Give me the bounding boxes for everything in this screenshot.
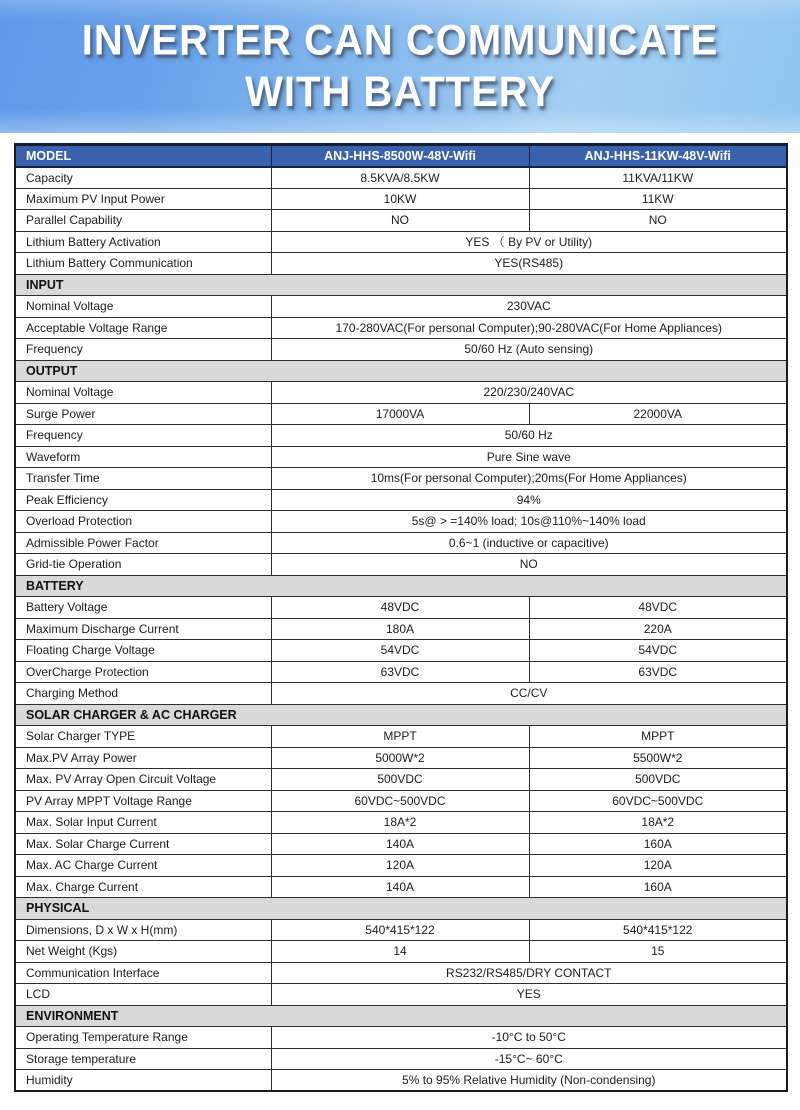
table-row [15, 339, 787, 361]
spec-label: Humidity [15, 1070, 271, 1092]
spec-value-col2: MPPT [529, 726, 787, 748]
table-row [15, 790, 787, 812]
hero-banner [0, 0, 800, 133]
table-row [15, 747, 787, 769]
section-row [15, 1005, 787, 1027]
spec-value-col2: 63VDC [529, 661, 787, 683]
spec-value-col1: 63VDC [271, 661, 529, 683]
table-row [15, 382, 787, 404]
model-header-row [15, 145, 787, 167]
spec-label: Floating Charge Voltage [15, 640, 271, 662]
spec-label: Capacity [15, 167, 271, 189]
spec-value-col2: 5500W*2 [529, 747, 787, 769]
spec-label: Lithium Battery Activation [15, 231, 271, 253]
section-row [15, 898, 787, 920]
spec-label: Peak Efficiency [15, 489, 271, 511]
table-row [15, 1070, 787, 1092]
spec-value-col2: 15 [529, 941, 787, 963]
spec-value-col2: 160A [529, 876, 787, 898]
section-row [15, 274, 787, 296]
spec-value-col2: 60VDC~500VDC [529, 790, 787, 812]
section-label: ENVIRONMENT [15, 1005, 787, 1027]
spec-label: Grid-tie Operation [15, 554, 271, 576]
spec-value-col1: 500VDC [271, 769, 529, 791]
section-label: BATTERY [15, 575, 787, 597]
spec-label: Parallel Capability [15, 210, 271, 232]
spec-sheet [0, 133, 800, 1092]
section-row [15, 575, 787, 597]
table-row [15, 231, 787, 253]
spec-value-col1: 54VDC [271, 640, 529, 662]
section-label: INPUT [15, 274, 787, 296]
spec-value-span: 220/230/240VAC [271, 382, 787, 404]
spec-value-col2: 500VDC [529, 769, 787, 791]
spec-value-col1: 180A [271, 618, 529, 640]
table-row [15, 489, 787, 511]
table-row [15, 446, 787, 468]
table-row [15, 167, 787, 189]
spec-value-col2: 120A [529, 855, 787, 877]
table-row [15, 769, 787, 791]
table-row [15, 640, 787, 662]
spec-label: Lithium Battery Communication [15, 253, 271, 275]
table-row [15, 683, 787, 705]
table-row [15, 1027, 787, 1049]
spec-label: Charging Method [15, 683, 271, 705]
spec-label: Dimensions, D x W x H(mm) [15, 919, 271, 941]
table-row [15, 403, 787, 425]
table-row [15, 855, 787, 877]
spec-value-col1: 8.5KVA/8.5KW [271, 167, 529, 189]
spec-label: Nominal Voltage [15, 382, 271, 404]
table-row [15, 618, 787, 640]
spec-label: Net Weight (Kgs) [15, 941, 271, 963]
spec-label: LCD [15, 984, 271, 1006]
spec-value-col1: 5000W*2 [271, 747, 529, 769]
table-row [15, 253, 787, 275]
spec-value-span: NO [271, 554, 787, 576]
spec-label: Max. Solar Charge Current [15, 833, 271, 855]
spec-value-span: YES （ By PV or Utility) [271, 231, 787, 253]
spec-value-col2: NO [529, 210, 787, 232]
table-row [15, 425, 787, 447]
spec-table [14, 143, 788, 1092]
table-row [15, 532, 787, 554]
spec-value-span: 230VAC [271, 296, 787, 318]
spec-value-span: 94% [271, 489, 787, 511]
spec-label: Acceptable Voltage Range [15, 317, 271, 339]
model-header-label: MODEL [15, 145, 271, 167]
spec-label: Nominal Voltage [15, 296, 271, 318]
spec-value-col1: 120A [271, 855, 529, 877]
spec-label: Surge Power [15, 403, 271, 425]
table-row [15, 554, 787, 576]
table-row [15, 962, 787, 984]
spec-label: Maximum PV Input Power [15, 188, 271, 210]
spec-value-col2: 220A [529, 618, 787, 640]
spec-value-col2: 540*415*122 [529, 919, 787, 941]
spec-label: OverCharge Protection [15, 661, 271, 683]
spec-label: Frequency [15, 425, 271, 447]
spec-value-span: Pure Sine wave [271, 446, 787, 468]
spec-label: Waveform [15, 446, 271, 468]
table-row [15, 317, 787, 339]
table-row [15, 812, 787, 834]
spec-value-span: 5s@ > =140% load; 10s@110%~140% load [271, 511, 787, 533]
table-row [15, 984, 787, 1006]
spec-value-col1: MPPT [271, 726, 529, 748]
spec-label: Max. Solar Input Current [15, 812, 271, 834]
table-row [15, 876, 787, 898]
spec-value-col1: 48VDC [271, 597, 529, 619]
spec-value-col2: 11KVA/11KW [529, 167, 787, 189]
spec-value-col2: 18A*2 [529, 812, 787, 834]
spec-rows [15, 167, 787, 1092]
spec-label: Maximum Discharge Current [15, 618, 271, 640]
spec-value-span: CC/CV [271, 683, 787, 705]
spec-value-col2: 160A [529, 833, 787, 855]
spec-label: PV Array MPPT Voltage Range [15, 790, 271, 812]
spec-value-span: 5% to 95% Relative Humidity (Non-condensing) [271, 1070, 787, 1092]
model-column-1: ANJ-HHS-8500W-48V-Wifi [271, 145, 529, 167]
spec-label: Transfer Time [15, 468, 271, 490]
table-row [15, 941, 787, 963]
spec-value-col2: 54VDC [529, 640, 787, 662]
spec-label: Max.PV Array Power [15, 747, 271, 769]
table-row [15, 833, 787, 855]
page-title-line-2: WITH BATTERY [245, 68, 555, 116]
spec-value-span: 50/60 Hz (Auto sensing) [271, 339, 787, 361]
spec-value-span: RS232/RS485/DRY CONTACT [271, 962, 787, 984]
table-row [15, 726, 787, 748]
spec-value-span: YES [271, 984, 787, 1006]
spec-value-span: 0.6~1 (inductive or capacitive) [271, 532, 787, 554]
spec-value-span: -10°C to 50°C [271, 1027, 787, 1049]
spec-label: Max. Charge Current [15, 876, 271, 898]
spec-value-col1: 140A [271, 833, 529, 855]
spec-value-col1: 17000VA [271, 403, 529, 425]
spec-label: Communication Interface [15, 962, 271, 984]
spec-label: Overload Protection [15, 511, 271, 533]
table-row [15, 468, 787, 490]
spec-value-col1: 14 [271, 941, 529, 963]
spec-value-col1: NO [271, 210, 529, 232]
table-row [15, 296, 787, 318]
spec-label: Max. AC Charge Current [15, 855, 271, 877]
section-row [15, 360, 787, 382]
table-row [15, 919, 787, 941]
spec-label: Frequency [15, 339, 271, 361]
table-row [15, 597, 787, 619]
spec-value-col2: 22000VA [529, 403, 787, 425]
spec-label: Battery Voltage [15, 597, 271, 619]
spec-value-span: 170-280VAC(For personal Computer);90-280VAC(For Home Appliances) [271, 317, 787, 339]
spec-value-col1: 60VDC~500VDC [271, 790, 529, 812]
spec-label: Admissible Power Factor [15, 532, 271, 554]
table-row [15, 511, 787, 533]
spec-value-span: YES(RS485) [271, 253, 787, 275]
spec-value-span: -15°C~ 60°C [271, 1048, 787, 1070]
section-label: SOLAR CHARGER & AC CHARGER [15, 704, 787, 726]
table-row [15, 661, 787, 683]
section-label: PHYSICAL [15, 898, 787, 920]
section-row [15, 704, 787, 726]
spec-value-span: 50/60 Hz [271, 425, 787, 447]
spec-value-col1: 18A*2 [271, 812, 529, 834]
page-title-line-1: INVERTER CAN COMMUNICATE [81, 16, 719, 64]
spec-label: Solar Charger TYPE [15, 726, 271, 748]
spec-value-col2: 11KW [529, 188, 787, 210]
table-row [15, 210, 787, 232]
spec-label: Max. PV Array Open Circuit Voltage [15, 769, 271, 791]
spec-value-col1: 10KW [271, 188, 529, 210]
spec-value-col1: 140A [271, 876, 529, 898]
model-column-2: ANJ-HHS-11KW-48V-Wifi [529, 145, 787, 167]
spec-value-col1: 540*415*122 [271, 919, 529, 941]
spec-value-col2: 48VDC [529, 597, 787, 619]
spec-value-span: 10ms(For personal Computer);20ms(For Home Appliances) [271, 468, 787, 490]
table-row [15, 1048, 787, 1070]
page-title [82, 15, 719, 119]
spec-label: Storage temperature [15, 1048, 271, 1070]
section-label: OUTPUT [15, 360, 787, 382]
table-row [15, 188, 787, 210]
spec-label: Operating Temperature Range [15, 1027, 271, 1049]
